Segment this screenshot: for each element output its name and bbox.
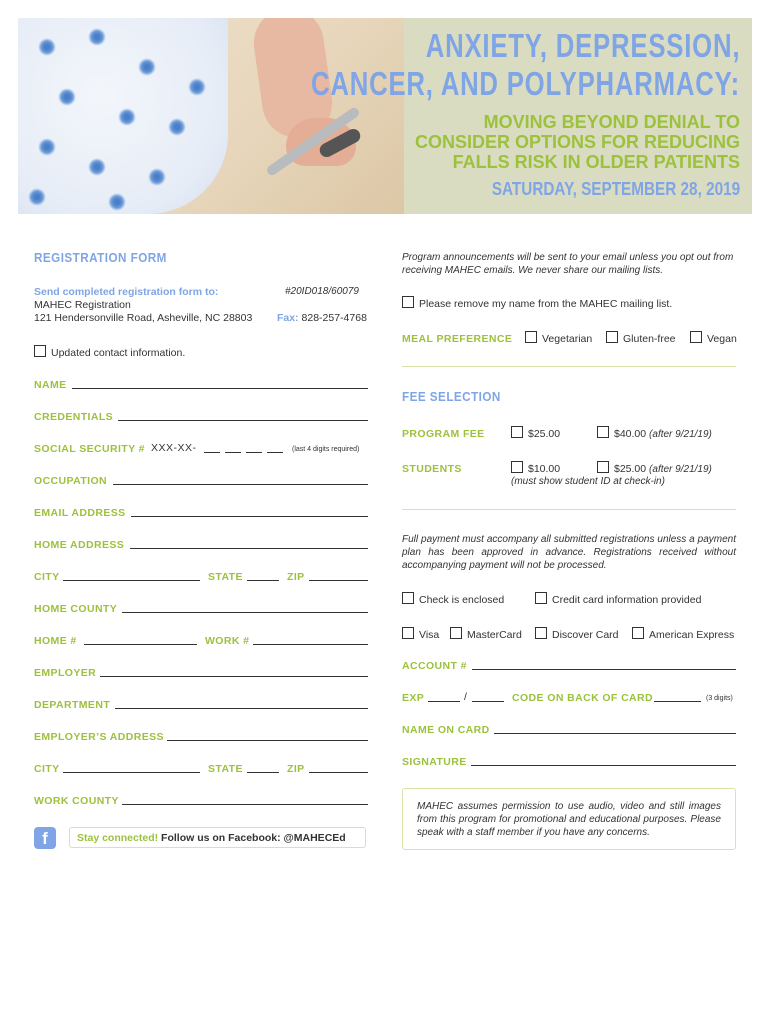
updated-contact-checkbox[interactable]	[34, 345, 46, 357]
mastercard-option[interactable]	[450, 627, 522, 641]
code-back-label: CODE ON BACK OF CARD	[512, 692, 653, 704]
ssn-note: (last 4 digits required)	[292, 446, 360, 453]
meal-vegan-option[interactable]	[690, 331, 737, 345]
work-phone-field[interactable]	[253, 644, 368, 645]
department-label: DEPARTMENT	[34, 699, 111, 711]
state-label: STATE	[208, 571, 243, 583]
ssn-label: SOCIAL SECURITY #	[34, 443, 145, 455]
zip2-label: ZIP	[287, 763, 305, 775]
dress-pattern	[18, 18, 228, 214]
state2-field[interactable]	[247, 772, 279, 773]
code-back-field[interactable]	[654, 701, 701, 702]
amex-label: American Express	[649, 629, 735, 641]
ssn-digit-2[interactable]	[225, 452, 241, 453]
students-fee-25-checkbox[interactable]	[597, 461, 609, 473]
header-subtitle-line2: CONSIDER OPTIONS FOR REDUCING	[414, 132, 740, 152]
visa-option[interactable]	[402, 627, 439, 641]
credit-card-label: Credit card information provided	[552, 594, 702, 606]
credentials-field[interactable]	[118, 420, 368, 421]
code-digits-note: (3 digits)	[706, 695, 733, 702]
email-label: EMAIL ADDRESS	[34, 507, 126, 519]
work-phone-label: WORK #	[205, 635, 250, 647]
check-enclosed-option[interactable]	[402, 592, 504, 606]
registration-form-title: REGISTRATION FORM	[34, 250, 167, 265]
glutenfree-label: Gluten-free	[623, 333, 676, 345]
payment-note: Full payment must accompany all submitted registrations unless a payment plan has been approved in advance. Registrations received without accompanying payment will not be processed.	[402, 534, 736, 571]
signature-label: SIGNATURE	[402, 756, 467, 768]
city-field[interactable]	[63, 580, 200, 581]
students-label: STUDENTS	[402, 463, 462, 475]
students-id-note: (must show student ID at check-in)	[511, 476, 665, 487]
credit-card-checkbox[interactable]	[535, 592, 547, 604]
facebook-icon[interactable]: f	[34, 827, 56, 849]
course-code: #20ID018/60079	[285, 286, 359, 297]
state2-label: STATE	[208, 763, 243, 775]
send-label: Send completed registration form to:	[34, 286, 219, 298]
remove-name-option[interactable]	[402, 296, 672, 310]
remove-name-checkbox[interactable]	[402, 296, 414, 308]
meal-preference-label: MEAL PREFERENCE	[402, 333, 513, 345]
mastercard-checkbox[interactable]	[450, 627, 462, 639]
home-address-label: HOME ADDRESS	[34, 539, 125, 551]
exp-slash: /	[464, 691, 467, 703]
city2-label: CITY	[34, 763, 60, 775]
students-fee-10-checkbox[interactable]	[511, 461, 523, 473]
employer-address-field[interactable]	[167, 740, 368, 741]
work-county-field[interactable]	[122, 804, 368, 805]
home-phone-label: HOME #	[34, 635, 77, 647]
mastercard-label: MasterCard	[467, 629, 522, 641]
zip2-field[interactable]	[309, 772, 368, 773]
program-fee-label: PROGRAM FEE	[402, 428, 485, 440]
discover-label: Discover Card	[552, 629, 619, 641]
announce-text: Program announcements will be sent to your email unless you opt out from receiving MAHEC emails. We never share our mailing lists.	[402, 252, 734, 276]
employer-address-label: EMPLOYER’S ADDRESS	[34, 731, 164, 743]
occupation-label: OCCUPATION	[34, 475, 108, 487]
zip-field[interactable]	[309, 580, 368, 581]
account-field[interactable]	[472, 669, 736, 670]
name-on-card-field[interactable]	[494, 733, 736, 734]
students-fee-25-note: (after 9/21/19)	[649, 464, 712, 475]
discover-checkbox[interactable]	[535, 627, 547, 639]
city-label: CITY	[34, 571, 60, 583]
check-enclosed-label: Check is enclosed	[419, 594, 505, 606]
name-label: NAME	[34, 379, 67, 391]
exp-month-field[interactable]	[428, 701, 460, 702]
vegetarian-checkbox[interactable]	[525, 331, 537, 343]
glutenfree-checkbox[interactable]	[606, 331, 618, 343]
name-field[interactable]	[72, 388, 368, 389]
home-county-field[interactable]	[122, 612, 368, 613]
updated-contact-option[interactable]	[34, 345, 185, 359]
header-subtitle-line3: FALLS RISK IN OLDER PATIENTS	[452, 152, 740, 172]
header-photo	[18, 18, 404, 214]
permission-box: MAHEC assumes permission to use audio, video and still images from this program for promotional and educational purposes. Please speak with a staff member if you have any concerns.	[402, 788, 736, 850]
visa-checkbox[interactable]	[402, 627, 414, 639]
credit-card-option[interactable]	[535, 592, 701, 606]
social-box	[69, 827, 366, 848]
org-name: MAHEC Registration	[34, 299, 131, 311]
students-fee-10-label: $10.00	[528, 463, 561, 475]
exp-year-field[interactable]	[472, 701, 504, 702]
amex-option[interactable]	[632, 627, 734, 641]
vegan-label: Vegan	[707, 333, 737, 345]
discover-option[interactable]	[535, 627, 619, 641]
work-county-label: WORK COUNTY	[34, 795, 119, 807]
program-fee-40-option[interactable]	[597, 426, 712, 440]
header-date: SATURDAY, SEPTEMBER 28, 2019	[491, 179, 740, 199]
facebook-follow[interactable]: Follow us on Facebook: @MAHECEd	[161, 832, 346, 844]
meal-glutenfree-option[interactable]	[606, 331, 676, 345]
remove-name-label: Please remove my name from the MAHEC mailing list.	[419, 298, 673, 310]
fax-label: Fax:	[277, 312, 299, 324]
zip-label: ZIP	[287, 571, 305, 583]
visa-label: Visa	[419, 629, 440, 641]
header-subtitle-line1: MOVING BEYOND DENIAL TO	[483, 112, 740, 132]
check-enclosed-checkbox[interactable]	[402, 592, 414, 604]
program-fee-25-label: $25.00	[528, 428, 561, 440]
exp-label: EXP	[402, 692, 425, 704]
vegan-checkbox[interactable]	[690, 331, 702, 343]
fax-number: 828-257-4768	[301, 312, 367, 324]
employer-label: EMPLOYER	[34, 667, 97, 679]
students-fee-10-option[interactable]	[511, 461, 560, 475]
org-address: 121 Hendersonville Road, Asheville, NC 28803	[34, 312, 253, 324]
updated-contact-label: Updated contact information.	[51, 347, 186, 359]
divider-2	[402, 509, 736, 510]
header-title-line2: CANCER, AND POLYPHARMACY:	[311, 65, 740, 102]
email-field[interactable]	[131, 516, 368, 517]
header-banner	[18, 18, 752, 214]
employer-field[interactable]	[100, 676, 368, 677]
program-fee-25-checkbox[interactable]	[511, 426, 523, 438]
home-phone-field[interactable]	[84, 644, 197, 645]
program-fee-40-label: $40.00	[614, 428, 647, 440]
students-fee-25-label: $25.00	[614, 463, 647, 475]
home-county-label: HOME COUNTY	[34, 603, 118, 615]
ssn-digit-4[interactable]	[267, 452, 283, 453]
state-field[interactable]	[247, 580, 279, 581]
stay-connected: Stay connected!	[77, 832, 159, 844]
program-fee-25-option[interactable]	[511, 426, 560, 440]
signature-field[interactable]	[471, 765, 736, 766]
home-address-field[interactable]	[130, 548, 368, 549]
ssn-digit-3[interactable]	[246, 452, 262, 453]
credentials-label: CREDENTIALS	[34, 411, 114, 423]
vegetarian-label: Vegetarian	[542, 333, 593, 345]
account-label: ACCOUNT #	[402, 660, 467, 672]
name-on-card-label: NAME ON CARD	[402, 724, 490, 736]
program-fee-40-checkbox[interactable]	[597, 426, 609, 438]
divider-1	[402, 366, 736, 367]
department-field[interactable]	[115, 708, 368, 709]
header-title-line1: ANXIETY, DEPRESSION,	[425, 27, 740, 64]
fax-line	[277, 312, 367, 324]
ssn-digit-1[interactable]	[204, 452, 220, 453]
city2-field[interactable]	[63, 772, 200, 773]
meal-vegetarian-option[interactable]	[525, 331, 592, 345]
occupation-field[interactable]	[113, 484, 368, 485]
amex-checkbox[interactable]	[632, 627, 644, 639]
students-fee-25-option[interactable]	[597, 461, 712, 475]
ssn-prefix: XXX-XX-	[151, 442, 197, 454]
program-fee-40-note: (after 9/21/19)	[649, 429, 712, 440]
fee-selection-title: FEE SELECTION	[402, 389, 501, 404]
